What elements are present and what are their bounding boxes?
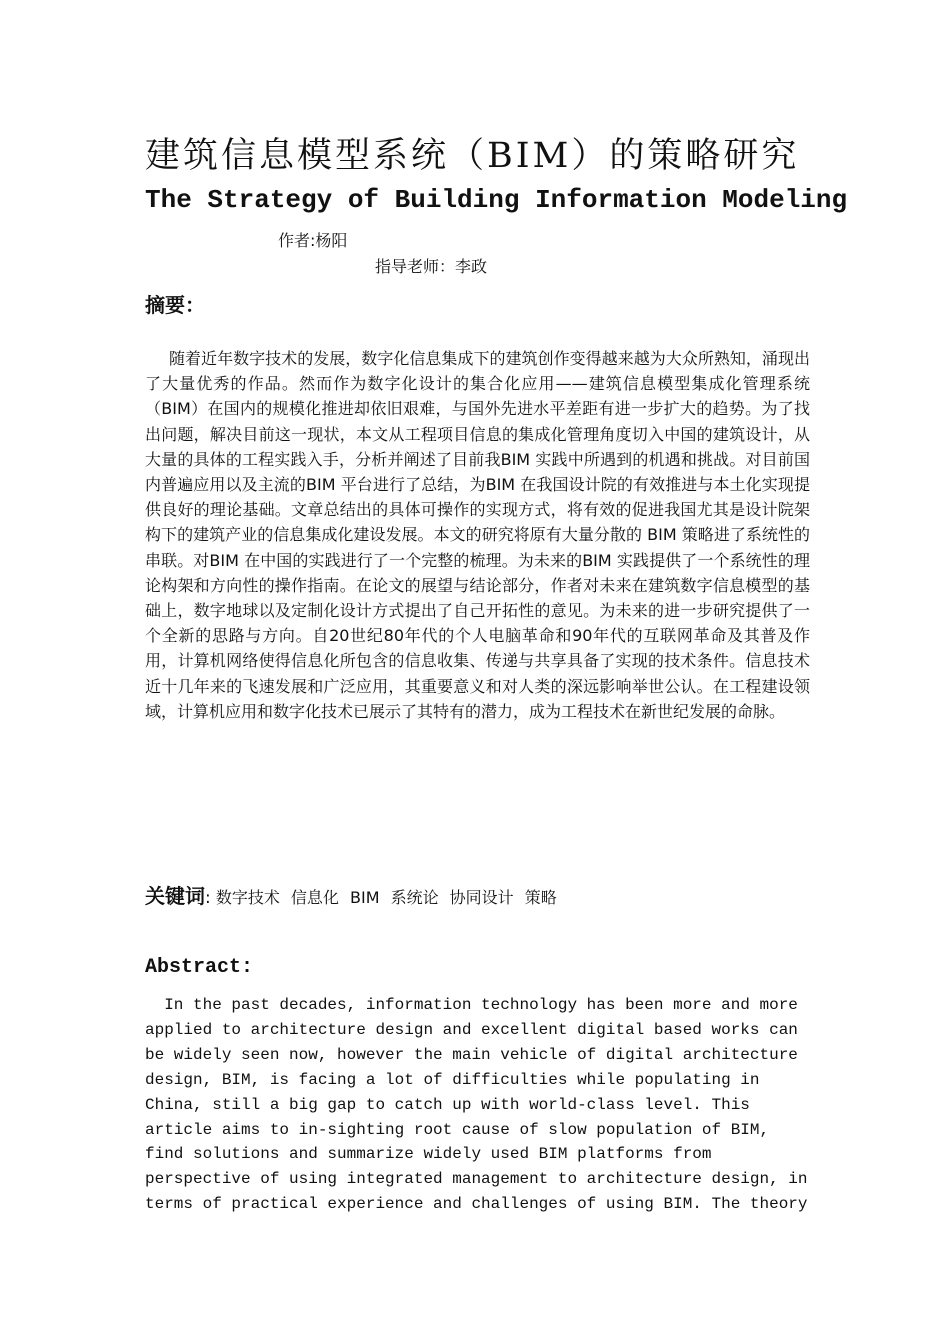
keywords-value: 数字技术 信息化 BIM 系统论 协同设计 策略 [215,888,557,907]
abstract-cn-heading: 摘要： [145,293,205,317]
abstract-cn-body: 随着近年数字技术的发展，数字化信息集成下的建筑创作变得越来越为大众所熟知，涌现出了大量优秀的作品。然而作为数字化设计的集合化应用——建筑信息模型集成化管理系统（BIM）在国内的规模化推进却依旧艰难，与国外先进水平差距有进一步扩大的趋势。为了找出问题，解决目前这一现状，本文从工程项目信息的集成化管理角度切入中国的建筑设计，从大量的具体的工程实践入手，分析并阐述了目前我BIM 实践中所遇到的机遇和挑战。对目前国内普遍应用以及主流的BIM 平台进行了总结，为BIM 在我国设计院的有效推进与本土化实现提供良好的理论基础。文章总结出的具体可操作的实现方式，将有效的促进我国尤其是设计院架构下的建筑产业的信息集成化建设发展。本文的研究将原有大量分散的 BIM 策略进了系统性的串联。对BIM 在中国的实践进行了一个完整的梳理。为未来的BIM 实践提供了一个系统性的理论构架和方向性的操作指南。在论文的展望与结论部分，作者对未来在建筑数字信息模型的基础上，数字地球以及定制化设计方式提出了自己开拓性的意见。为未来的进一步研究提供了一个全新的思路与方向。自20世纪80年代的个人电脑革命和90年代的互联网革命及其普及作用，计算机网络使得信息化所包含的信息收集、传递与共享具备了实现的技术条件。信息技术近十几年来的飞速发展和广泛应用，其重要意义和对人类的深远影响举世公认。在工程建设领域，计算机应用和数字化技术已展示了其特有的潜力，成为工程技术在新世纪发展的命脉。 [145,349,810,721]
abstract-en-body: In the past decades, information technology has been more and more applied to architecture design and excellent digital based works can be widely seen now, however the main vehicle of digital architecture design, BIM, is facing a lot of difficulties while populating in China, still a big gap to catch up with world-class level. This article aims to in-sighting root cause of slow population of BIM, find solutions and summarize widely used BIM platforms from perspective of using integrated management to architecture design, in terms of practical experience and challenges of using BIM. The theory [145,996,818,1214]
abstract-en-heading: Abstract: [145,956,254,979]
keywords-label: 关键词 [145,884,205,908]
title-chinese: 建筑信息模型系统（BIM）的策略研究 [145,136,800,176]
title-english: The Strategy of Building Information Modeling [145,185,848,215]
author-line: 作者:杨阳 [278,231,348,250]
advisor-line: 指导老师：李政 [375,257,488,276]
keywords-colon: : [205,888,211,908]
keywords-line [145,880,557,909]
